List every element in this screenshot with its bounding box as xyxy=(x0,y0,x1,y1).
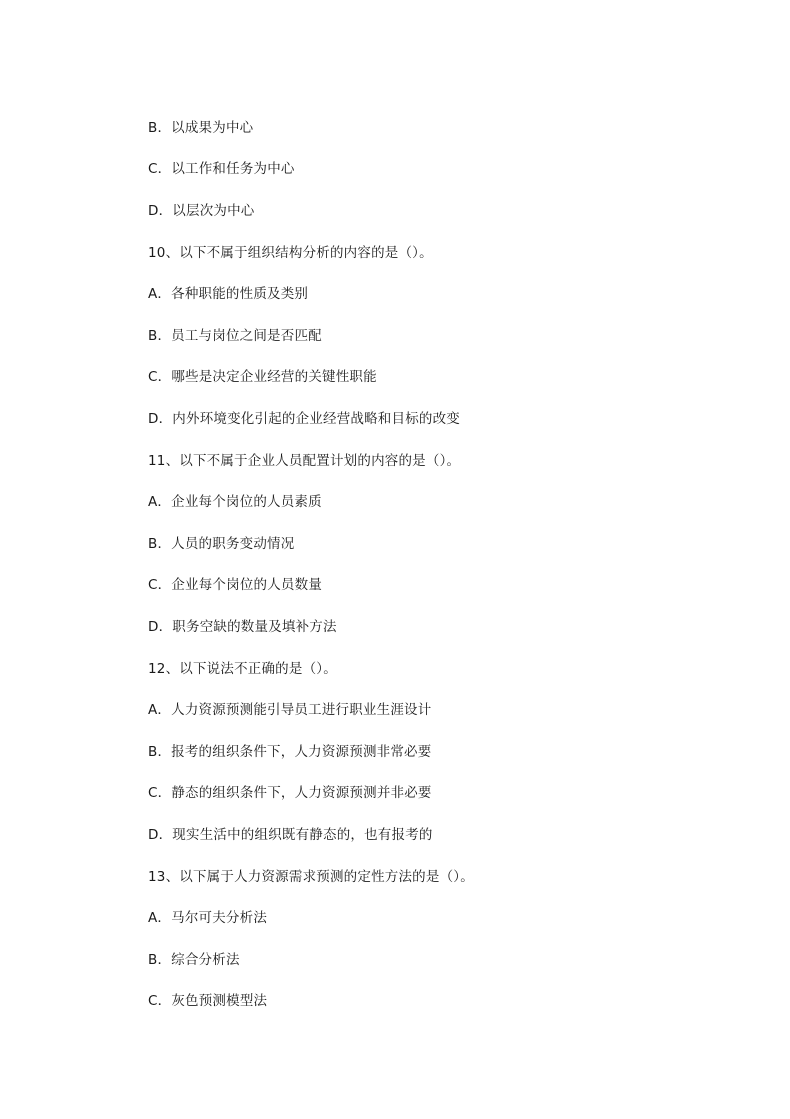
option-b: B．人员的职务变动情况 xyxy=(148,536,295,552)
option-a: A．马尔可夫分析法 xyxy=(148,910,268,926)
question-13: 13、以下属于人力资源需求预测的定性方法的是（）。 xyxy=(148,869,474,885)
option-c: C．哪些是决定企业经营的关键性职能 xyxy=(148,369,377,385)
option-b: B．综合分析法 xyxy=(148,952,240,968)
option-d: D．现实生活中的组织既有静态的，也有报考的 xyxy=(148,827,433,843)
question-11: 11、以下不属于企业人员配置计划的内容的是（）。 xyxy=(148,453,461,469)
question-12: 12、以下说法不正确的是（）。 xyxy=(148,661,337,677)
option-d: D．内外环境变化引起的企业经营战略和目标的改变 xyxy=(148,411,460,427)
option-d: D．职务空缺的数量及填补方法 xyxy=(148,619,337,635)
option-c: C．以工作和任务为中心 xyxy=(148,161,295,177)
option-d: D．以层次为中心 xyxy=(148,203,255,219)
question-10: 10、以下不属于组织结构分析的内容的是（）。 xyxy=(148,245,433,261)
option-b: B．报考的组织条件下，人力资源预测非常必要 xyxy=(148,744,432,760)
option-c: C．灰色预测模型法 xyxy=(148,993,268,1009)
option-a: A．企业每个岗位的人员素质 xyxy=(148,494,322,510)
option-a: A．各种职能的性质及类别 xyxy=(148,286,309,302)
option-c: C．静态的组织条件下，人力资源预测并非必要 xyxy=(148,785,432,801)
option-a: A．人力资源预测能引导员工进行职业生涯设计 xyxy=(148,702,432,718)
option-b: B．以成果为中心 xyxy=(148,120,254,136)
option-c: C．企业每个岗位的人员数量 xyxy=(148,577,323,593)
option-b: B．员工与岗位之间是否匹配 xyxy=(148,328,322,344)
